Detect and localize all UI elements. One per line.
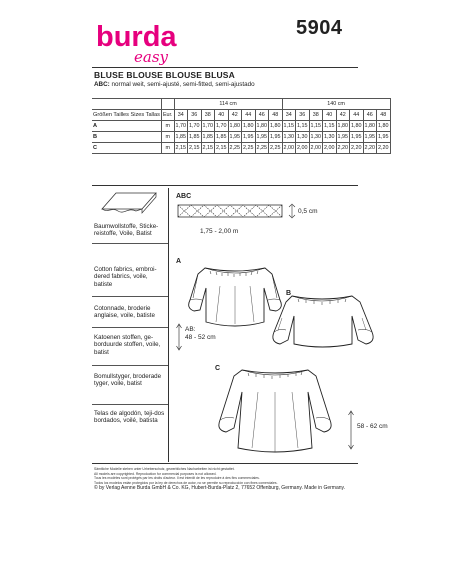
garment-title: BLUSE BLOUSE BLOUSE BLUSA <box>94 70 236 80</box>
elastic-width: 0,5 cm <box>298 208 318 215</box>
measure-ab-label: AB: <box>185 326 196 333</box>
yardage-cell: 1,85 <box>188 132 202 143</box>
divider <box>92 327 168 328</box>
yardage-cell: 1,80 <box>242 121 256 132</box>
blouse-c-illustration <box>200 362 350 458</box>
footer-line-fr: Tous les modèles sont protégés par les droits d'auteur. Il est interdit de les reproduire à des fins commerciales. <box>94 476 260 481</box>
view-c-label: C <box>215 365 221 372</box>
yardage-cell: 1,80 <box>377 121 391 132</box>
measure-c-value: 58 - 62 cm <box>357 423 388 430</box>
yardage-cell: 1,80 <box>228 121 242 132</box>
fabric-width-114: 114 cm <box>174 99 282 110</box>
yardage-cell: 1,95 <box>228 132 242 143</box>
yardage-cell: 2,15 <box>215 143 229 154</box>
size-cell: 44 <box>350 110 364 121</box>
yardage-cell: 1,85 <box>215 132 229 143</box>
yardage-cell: 1,80 <box>336 121 350 132</box>
yardage-table <box>92 98 391 154</box>
yardage-cell: 1,30 <box>282 132 296 143</box>
fabric-width-140: 140 cm <box>282 99 390 110</box>
row-unit: m <box>161 121 174 132</box>
yardage-cell: 1,80 <box>350 121 364 132</box>
column-divider <box>168 188 169 462</box>
footer-divider <box>92 463 358 464</box>
yardage-cell: 1,95 <box>336 132 350 143</box>
fit-description <box>94 81 255 89</box>
yardage-cell: 1,70 <box>188 121 202 132</box>
yardage-cell: 2,20 <box>363 143 377 154</box>
logo-sub: easy <box>134 48 168 66</box>
yardage-cell: 1,95 <box>269 132 283 143</box>
size-cell: 48 <box>377 110 391 121</box>
size-cell: 38 <box>309 110 323 121</box>
size-cell: 42 <box>336 110 350 121</box>
yardage-cell: 1,95 <box>363 132 377 143</box>
yardage-cell: 1,80 <box>269 121 283 132</box>
copyright-line: © by Verlag Aenne Burda GmbH & Co. KG, Hubert-Burda-Platz 2, 77652 Offenburg, Germany. Made in Germany. <box>94 485 346 492</box>
yardage-cell: 1,70 <box>215 121 229 132</box>
length-arrow-ab <box>176 323 182 351</box>
yardage-cell: 2,00 <box>309 143 323 154</box>
yardage-cell: 2,15 <box>174 143 188 154</box>
fabric-fr: Cotonnade, broderie anglaise, voile, batiste <box>94 305 155 320</box>
yardage-cell: 2,20 <box>350 143 364 154</box>
size-cell: 36 <box>296 110 310 121</box>
size-cell: 48 <box>269 110 283 121</box>
fabric-sv: Bomullstyger, broderade tyger, voile, batist <box>94 373 162 388</box>
table-row <box>92 121 390 132</box>
row-unit: m <box>161 143 174 154</box>
yardage-cell: 2,25 <box>269 143 283 154</box>
view-b-label: B <box>286 290 292 297</box>
yardage-cell: 1,15 <box>323 121 337 132</box>
size-cell: 34 <box>174 110 188 121</box>
elastic-views-label: ABC <box>176 193 192 200</box>
size-cell: 46 <box>255 110 269 121</box>
yardage-cell: 1,70 <box>201 121 215 132</box>
yardage-cell: 2,15 <box>188 143 202 154</box>
footer-line-es: Todos los modelos están protegidos por la ley de derechos de autor, no se permite su reproducción con fines comerciales. <box>94 480 278 485</box>
row-unit: m <box>161 132 174 143</box>
row-view-label: B <box>92 132 161 143</box>
size-cell: 40 <box>215 110 229 121</box>
pattern-number: 5904 <box>296 17 343 39</box>
size-cell: 38 <box>201 110 215 121</box>
yardage-cell: 1,15 <box>296 121 310 132</box>
fabric-de: Baumwollstoffe, Sticke-reistoffe, Voile, Batist <box>94 223 159 238</box>
yardage-cell: 2,00 <box>282 143 296 154</box>
size-header-row <box>92 110 390 121</box>
fabric-es: Telas de algodón, teji-dos bordados, voilé, batista <box>94 410 165 425</box>
row-view-label: C <box>92 143 161 154</box>
yardage-cell: 1,30 <box>323 132 337 143</box>
yardage-cell: 1,85 <box>174 132 188 143</box>
yardage-cell: 1,80 <box>363 121 377 132</box>
yardage-cell: 1,30 <box>309 132 323 143</box>
fit-views: ABC: <box>94 81 110 88</box>
size-label: Größen Tailles Sizes Tallas <box>92 110 161 121</box>
yardage-cell: 1,30 <box>296 132 310 143</box>
yardage-cell: 1,15 <box>309 121 323 132</box>
yardage-cell: 1,95 <box>255 132 269 143</box>
length-arrow-c <box>348 410 354 450</box>
yardage-cell: 2,20 <box>336 143 350 154</box>
logo-wordmark: burda <box>96 21 177 53</box>
table-divider <box>92 185 358 186</box>
yardage-cell: 1,95 <box>350 132 364 143</box>
divider <box>92 296 168 297</box>
footer-line-de: Sämtliche Modelle stehen unter Urheberschutz, gewerbliches Nacharbeiten ist nicht gestattet. <box>94 467 235 471</box>
yardage-cell: 2,00 <box>323 143 337 154</box>
fabric-swatch-icon <box>98 189 162 215</box>
footer-line-en: All models are copyrighted. Reproduction for commercial purposes is not allowed. <box>94 471 217 476</box>
size-cell: 42 <box>228 110 242 121</box>
yardage-cell: 1,15 <box>282 121 296 132</box>
yardage-cell: 1,85 <box>201 132 215 143</box>
yardage-cell: 1,95 <box>377 132 391 143</box>
blouse-b-illustration <box>262 288 382 358</box>
fit-text: normal weit, semi-ajusté, semi-fitted, semi-ajustado <box>111 81 255 88</box>
fabric-nl: Katoenen stoffen, ge-borduurde stoffen, voile, batist <box>94 334 161 356</box>
size-cell: 34 <box>282 110 296 121</box>
yardage-cell: 2,00 <box>296 143 310 154</box>
size-cell: 36 <box>188 110 202 121</box>
fabric-en: Cotton fabrics, embroi-dered fabrics, voile, batiste <box>94 266 157 288</box>
row-view-label: A <box>92 121 161 132</box>
view-a-label: A <box>176 258 182 265</box>
size-unit: Eur. <box>161 110 174 121</box>
elastic-strip <box>176 203 296 219</box>
header-divider <box>92 67 358 68</box>
copyright-footer <box>94 467 394 491</box>
yardage-cell: 1,80 <box>255 121 269 132</box>
yardage-cell: 2,25 <box>242 143 256 154</box>
yardage-cell: 1,95 <box>242 132 256 143</box>
size-cell: 40 <box>323 110 337 121</box>
yardage-cell: 2,25 <box>255 143 269 154</box>
size-cell: 44 <box>242 110 256 121</box>
table-row <box>92 132 390 143</box>
size-cell: 46 <box>363 110 377 121</box>
yardage-cell: 1,70 <box>174 121 188 132</box>
yardage-cell: 2,20 <box>377 143 391 154</box>
yardage-cell: 2,25 <box>228 143 242 154</box>
divider <box>92 243 168 244</box>
yardage-cell: 2,15 <box>201 143 215 154</box>
divider <box>92 365 168 366</box>
divider <box>92 404 168 405</box>
fabric-width-row <box>92 99 390 110</box>
elastic-length: 1,75 - 2,00 m <box>200 228 239 235</box>
burda-logo <box>92 16 182 71</box>
measure-ab-value: 48 - 52 cm <box>185 334 216 341</box>
table-row <box>92 143 390 154</box>
